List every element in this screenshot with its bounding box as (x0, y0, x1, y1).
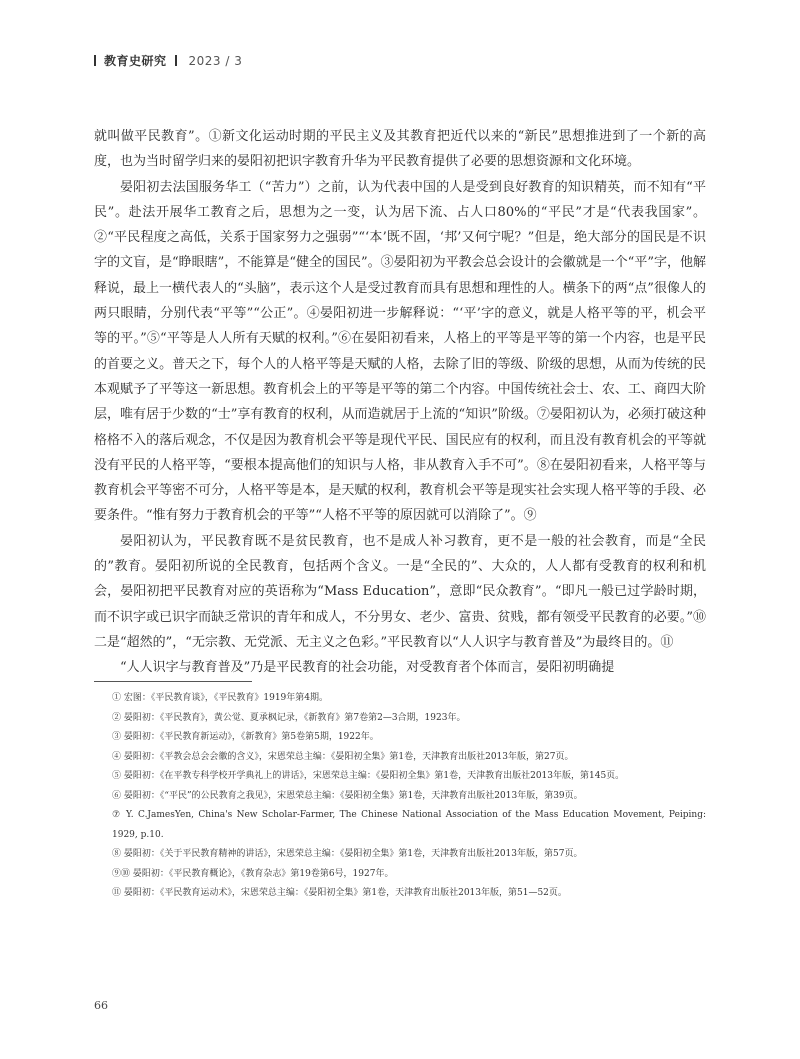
footnote: ⑧ 晏阳初：《关于平民教育精神的讲话》，宋恩荣总主编：《晏阳初全集》第1卷，天津教育出版社2013年版，第57页。 (112, 849, 583, 859)
running-header (94, 52, 242, 69)
footnote: ⑪ 晏阳初：《平民教育运动术》，宋恩荣总主编：《晏阳初全集》第1卷，天津教育出版社2013年版，第51—52页。 (112, 888, 567, 898)
paragraph: 晏阳初去法国服务华工（“苦力”）之前，认为代表中国的人是受到良好教育的知识精英，而不知有“平民”。赴法开展华工教育之后，思想为之一变，认为居下流、占人口80%的“平民”才是“代表我国家”。②“平民程度之高低，关系于国家努力之强弱”“‘本’既不固，‘邦’又何宁呢？”但是，绝大部分的国民是不识字的文盲，是“睁眼瞎”，不能算是“健全的国民”。③晏阳初为平教会总会设计的会徽就是一个“平”字，他解释说，最上一横代表人的“头脑”，表示这个人是受过教育而具有思想和理性的人。横条下的两“点”很像人的两只眼睛，分别代表“平等”“公正”。④晏阳初进一步解释说：“‘平’字的意义，就是人格平等的平，机会平等的平。”⑤“平等是人人所有天赋的权利。”⑥在晏阳初看来，人格上的平等是平等的第一个内容，也是平民的首要之义。普天之下，每个人的人格平等是天赋的人格，去除了旧的等级、阶级的思想，从而为传统的民本观赋予了平等这一新思想。教育机会上的平等是平等的第二个内容。中国传统社会士、农、工、商四大阶层，唯有居于少数的“士”享有教育的权利，从而造就居于上流的“知识”阶级。⑦晏阳初认为，必须打破这种格格不入的落后观念，不仅是因为教育机会平等是现代平民、国民应有的权利，而且没有教育机会的平等就没有平民的人格平等，“要根本提高他们的知识与人格，非从教育入手不可”。⑧在晏阳初看来，人格平等与教育机会平等密不可分，人格平等是本，是天赋的权利，教育机会平等是现实社会实现人格平等的手段、必要条件。“惟有努力于教育机会的平等”“人格不平等的原因就可以消除了”。⑨ (94, 179, 706, 524)
page-number: 66 (94, 999, 108, 1012)
paragraph: 晏阳初认为，平民教育既不是贫民教育，也不是成人补习教育，更不是一般的社会教育，而是“全民的”教育。晏阳初所说的全民教育，包括两个含义。一是“全民的”、大众的，人人都有受教育的权利和机会，晏阳初把平民教育对应的英语称为“Mass Education”，意即“民众教育”。“即凡一般已过学龄时期，而不识字或已识字而缺乏常识的青年和成人，不分男女、老少、富贵、贫贱，都有领受平民教育的必要。”⑩二是“超然的”，“无宗教、无党派、无主义之色彩。”平民教育以“人人识字与教育普及”为最终目的。⑪ (94, 533, 706, 650)
main-text (94, 124, 706, 681)
footnote-separator (94, 681, 252, 682)
issue-number: 2023 / 3 (188, 54, 243, 68)
footnote: ⑥ 晏阳初：《“平民”的公民教育之我见》，宋恩荣总主编：《晏阳初全集》第1卷，天津教育出版社2013年版，第39页。 (112, 790, 583, 801)
footnote: ⑤ 晏阳初：《在平教专科学校开学典礼上的讲话》，宋恩荣总主编：《晏阳初全集》第1卷，天津教育出版社2013年版，第145页。 (112, 771, 625, 781)
footnote: ② 晏阳初：《平民教育》，黄公觉、夏承枫记录，《新教育》第7卷第2—3合期，1923年。 (112, 712, 466, 723)
header-bar-left (94, 55, 96, 66)
footnote: ③ 晏阳初：《平民教育新运动》，《新教育》第5卷第5期，1922年。 (112, 732, 379, 742)
footnote: ① 宏图：《平民教育谈》，《平民教育》1919年第4期。 (112, 693, 328, 703)
footnote: ⑦ Y. C.JamesYen, China's New Scholar-Farmer, The Chinese National Association of the Mass Education Movement, Peiping: 1929, p.10. (112, 810, 706, 840)
footnote: ⑨⑩ 晏阳初：《平民教育概论》，《教育杂志》第19卷第6号，1927年。 (112, 868, 394, 879)
footnotes (94, 689, 706, 904)
paragraph: 就叫做平民教育”。①新文化运动时期的平民主义及其教育把近代以来的“新民”思想推进到了一个新的高度，也为当时留学归来的晏阳初把识字教育升华为平民教育提供了必要的思想资源和文化环境。 (94, 129, 706, 170)
header-bar-right (175, 55, 177, 66)
paragraph: “人人识字与教育普及”乃是平民教育的社会功能，对受教育者个体而言，晏阳初明确提 (120, 660, 615, 676)
journal-title: 教育史研究 (104, 54, 167, 68)
footnote: ④ 晏阳初：《平教会总会会徽的含义》，宋恩荣总主编：《晏阳初全集》第1卷，天津教育出版社2013年版，第27页。 (112, 751, 574, 762)
